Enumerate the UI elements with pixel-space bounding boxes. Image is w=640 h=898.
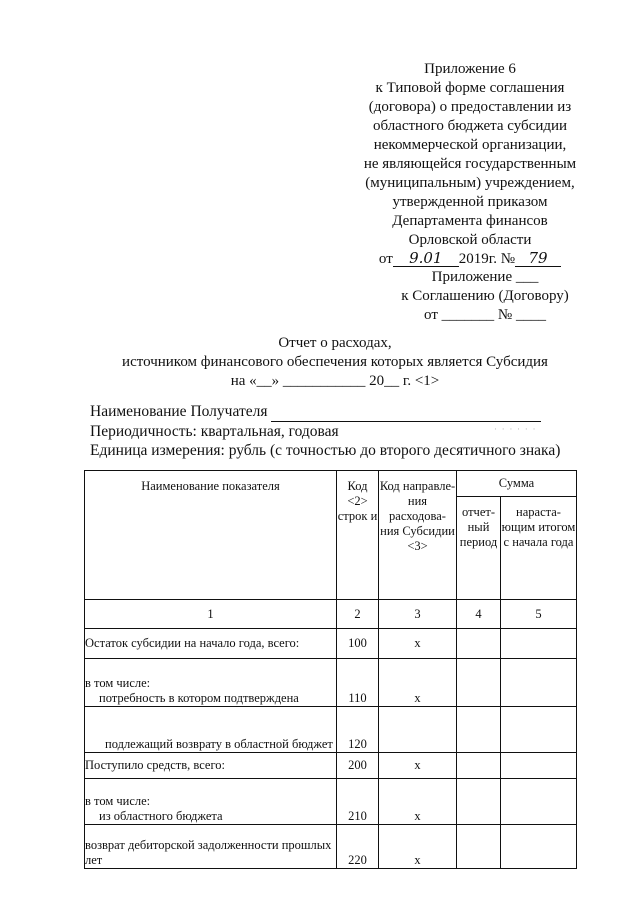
header-name: Наименование показателя (85, 471, 337, 600)
header-code-direction: Код направле- ния расходова- ния Субсидии <3> (379, 471, 457, 600)
agreement-appendix-line: к Соглашению (Договору) (401, 288, 569, 304)
row-label: из областного бюджета (99, 809, 223, 823)
row-label: Остаток субсидии на начало года, всего: (85, 629, 337, 659)
date-prefix: от (378, 251, 393, 267)
row-direction: х (379, 825, 457, 869)
appendix-line: Орловской области (408, 232, 532, 248)
scan-noise: · · · · · · (494, 425, 537, 435)
row-cumulative-value (501, 825, 577, 869)
column-number: 2 (337, 600, 379, 629)
row-label: возврат дебиторской задолженности прошлых лет (85, 825, 337, 869)
row-label: подлежащий возврату в областной бюджет (85, 707, 337, 753)
row-prefix: в том числе: (85, 794, 151, 808)
report-title-line: Отчет о расходах, (278, 335, 392, 351)
row-label: потребность в котором подтверждена (99, 691, 299, 705)
row-code: 120 (337, 707, 379, 753)
row-direction: х (379, 779, 457, 825)
row-period-value (457, 753, 501, 779)
appendix-line: к Типовой форме соглашения (375, 80, 565, 96)
appendix-header (330, 60, 610, 269)
appendix-line: областного бюджета субсидии (372, 118, 568, 134)
row-period-value (457, 659, 501, 707)
table-row (85, 779, 577, 825)
agreement-appendix (380, 268, 590, 325)
appendix-date-line (330, 250, 610, 269)
appendix-line: (муниципальным) учреждением, (365, 175, 575, 191)
header-period: отчет- ный период (457, 497, 501, 600)
row-cumulative-value (501, 779, 577, 825)
row-direction (379, 707, 457, 753)
row-code: 220 (337, 825, 379, 869)
row-label-cell (85, 779, 337, 825)
row-code: 110 (337, 659, 379, 707)
row-direction: х (379, 629, 457, 659)
row-label: Поступило средств, всего: (85, 753, 337, 779)
table-row (85, 659, 577, 707)
year-text: 2019г. № (458, 251, 516, 267)
table-row (85, 753, 577, 779)
report-table (84, 470, 577, 869)
row-period-value (457, 629, 501, 659)
column-number-row (85, 600, 577, 629)
row-period-value (457, 779, 501, 825)
header-sum: Сумма (457, 471, 577, 497)
appendix-line: Приложение 6 (424, 61, 516, 77)
appendix-line: не являющейся государственным (363, 156, 577, 172)
row-prefix: в том числе: (85, 676, 151, 690)
row-cumulative-value (501, 659, 577, 707)
row-cumulative-value (501, 629, 577, 659)
column-number: 1 (85, 600, 337, 629)
recipient-blank (271, 402, 541, 422)
agreement-appendix-line: от _______ № ____ (424, 307, 546, 323)
header-code-line: Код <2> строк и (337, 471, 379, 600)
recipient-label: Наименование Получателя (90, 403, 268, 420)
row-code: 100 (337, 629, 379, 659)
agreement-appendix-line: Приложение ___ (431, 269, 539, 285)
table-header-row (85, 471, 577, 497)
row-direction: х (379, 659, 457, 707)
handwritten-number: 79 (515, 250, 561, 267)
row-period-value (457, 825, 501, 869)
row-code: 200 (337, 753, 379, 779)
periodicity: Периодичность: квартальная, годовая (90, 423, 339, 440)
appendix-line: Департамента финансов (392, 213, 548, 229)
table-row (85, 629, 577, 659)
row-code: 210 (337, 779, 379, 825)
unit-of-measure: Единица измерения: рубль (с точностью до второго десятичного знака) (90, 442, 561, 459)
table-row (85, 825, 577, 869)
row-period-value (457, 707, 501, 753)
recipient-line (90, 402, 600, 422)
report-title-line: на «__» ___________ 20__ г. <1> (230, 373, 440, 389)
row-direction: х (379, 753, 457, 779)
header-cumulative: нараста- ющим итогом с начала года (501, 497, 577, 600)
row-label-cell (85, 659, 337, 707)
handwritten-date: 9.01 (393, 250, 459, 267)
appendix-line: утвержденной приказом (392, 194, 548, 210)
column-number: 4 (457, 600, 501, 629)
report-title-line: источником финансового обеспечения которых является Субсидия (122, 354, 548, 370)
row-cumulative-value (501, 753, 577, 779)
table-row (85, 707, 577, 753)
appendix-line: (договора) о предоставлении из (368, 99, 572, 115)
column-number: 5 (501, 600, 577, 629)
report-title (80, 334, 590, 391)
row-cumulative-value (501, 707, 577, 753)
appendix-line: некоммерческой организации, (373, 137, 567, 153)
column-number: 3 (379, 600, 457, 629)
